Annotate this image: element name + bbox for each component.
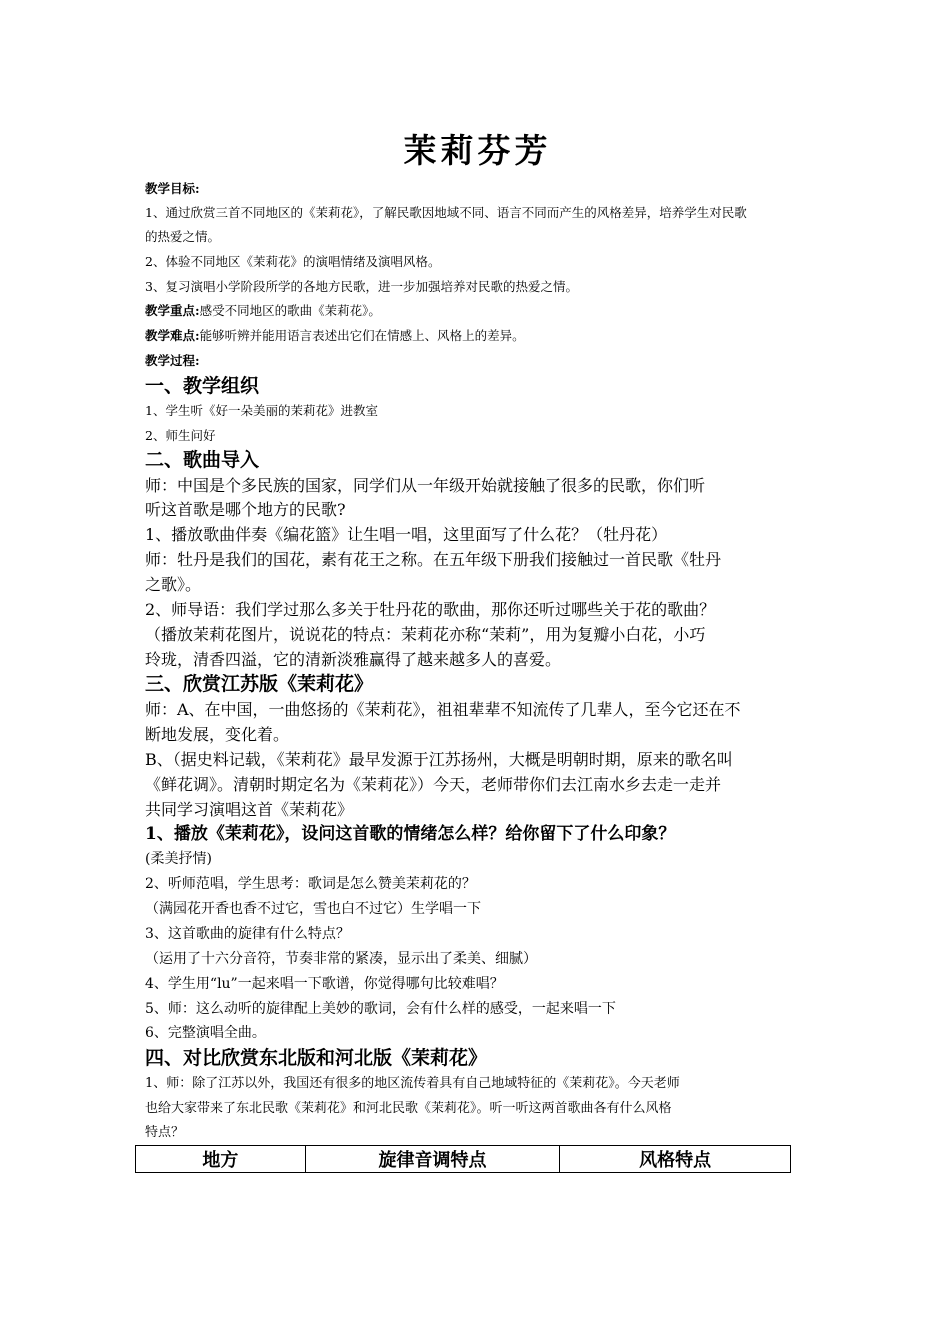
table-header-row xyxy=(136,1146,791,1173)
text-line: 2、师导语：我们学过那么多关于牡丹花的歌曲，那你还听过哪些关于花的歌曲？ xyxy=(145,600,716,619)
table-header-region: 地方 xyxy=(136,1146,306,1173)
step-line: （满园花开香也香不过它，雪也白不过它）生学唱一下 xyxy=(145,901,481,917)
goal-item: 2、体验不同地区《茉莉花》的演唱情绪及演唱风格。 xyxy=(145,254,441,269)
text-line: 也给大家带来了东北民歌《茉莉花》和河北民歌《茉莉花》。听一听这两首歌曲各有什么风格 xyxy=(145,1101,672,1116)
text-line: 1、播放歌曲伴奏《编花篮》让生唱一唱，这里面写了什么花？（牡丹花） xyxy=(145,525,668,544)
step-line: 6、完整演唱全曲。 xyxy=(145,1025,266,1041)
text-line: 特点？ xyxy=(145,1125,185,1140)
list-item: 1、学生听《好一朵美丽的茉莉花》进教室 xyxy=(145,403,378,418)
comparison-table xyxy=(135,1145,791,1173)
teaching-focus: 教学重点:感受不同地区的歌曲《茉莉花》。 xyxy=(145,303,381,318)
bold-question: 1、播放《茉莉花》，设问这首歌的情绪怎么样？给你留下了什么印象？ xyxy=(145,824,676,844)
text-line: 《鲜花调》。清朝时期定名为《茉莉花》）今天，老师带你们去江南水乡去走一走并 xyxy=(145,775,722,794)
text-line: 听这首歌是哪个地方的民歌? xyxy=(145,500,346,519)
text-line: 师：A、在中国，一曲悠扬的《茉莉花》，祖祖辈辈不知流传了几辈人，至今它还在不 xyxy=(145,700,741,719)
text-line: 1、师：除了江苏以外，我国还有很多的地区流传着具有自己地域特征的《茉莉花》。今天老师 xyxy=(145,1076,680,1091)
text-line: 师：牡丹是我们的国花，素有花王之称。在五年级下册我们接触过一首民歌《牡丹 xyxy=(145,550,722,569)
step-line: 4、学生用“lu”一起来唱一下歌谱，你觉得哪句比较难唱？ xyxy=(145,976,504,992)
step-line: 3、这首歌曲的旋律有什么特点？ xyxy=(145,926,350,942)
goal-item: 的热爱之情。 xyxy=(145,229,221,244)
goal-item: 1、通过欣赏三首不同地区的《茉莉花》，了解民歌因地域不同、语言不同而产生的风格差异，培养学生对民歌 xyxy=(145,205,747,220)
text-line: 之歌》。 xyxy=(145,575,202,594)
text-line: 玲珑，清香四溢，它的清新淡雅赢得了越来越多人的喜爱。 xyxy=(145,650,562,669)
teaching-difficulty: 教学难点:能够听辨并能用语言表述出它们在情感上、风格上的差异。 xyxy=(145,328,525,343)
text-line: 师：中国是个多民族的国家，同学们从一年级开始就接触了很多的民歌，你们听 xyxy=(145,476,706,495)
goals-heading: 教学目标: xyxy=(145,181,200,196)
step-line: 5、师：这么动听的旋律配上美妙的歌词，会有什么样的感受，一起来唱一下 xyxy=(145,1001,616,1017)
step-line: （运用了十六分音符，节奏非常的紧凑，显示出了柔美、细腻） xyxy=(145,951,537,967)
text-line: 共同学习演唱这首《茉莉花》 xyxy=(145,800,354,819)
section-heading: 一、教学组织 xyxy=(145,375,260,397)
section-heading: 二、歌曲导入 xyxy=(145,449,260,471)
table-header-style: 风格特点 xyxy=(560,1146,791,1173)
text-line: （播放茉莉花图片，说说花的特点：茉莉花亦称“茉莉”，用为复瓣小白花，小巧 xyxy=(145,625,706,644)
text-line: 断地发展，变化着。 xyxy=(145,725,290,744)
step-line: 2、听师范唱，学生思考：歌词是怎么赞美茉莉花的？ xyxy=(145,876,476,892)
section-heading: 四、对比欣赏东北版和河北版《茉莉花》 xyxy=(145,1047,488,1069)
step-line: (柔美抒情) xyxy=(145,851,212,867)
section-heading: 三、欣赏江苏版《茉莉花》 xyxy=(145,673,374,695)
page-title: 茉莉芬芳 xyxy=(403,131,552,170)
process-label: 教学过程: xyxy=(145,353,200,368)
list-item: 2、师生问好 xyxy=(145,428,216,443)
text-line: B、（据史料记载，《茉莉花》最早发源于江苏扬州，大概是明朝时期，原来的歌名叫 xyxy=(145,750,733,769)
goal-item: 3、复习演唱小学阶段所学的各地方民歌，进一步加强培养对民歌的热爱之情。 xyxy=(145,279,578,294)
table-header-melody: 旋律音调特点 xyxy=(305,1146,560,1173)
